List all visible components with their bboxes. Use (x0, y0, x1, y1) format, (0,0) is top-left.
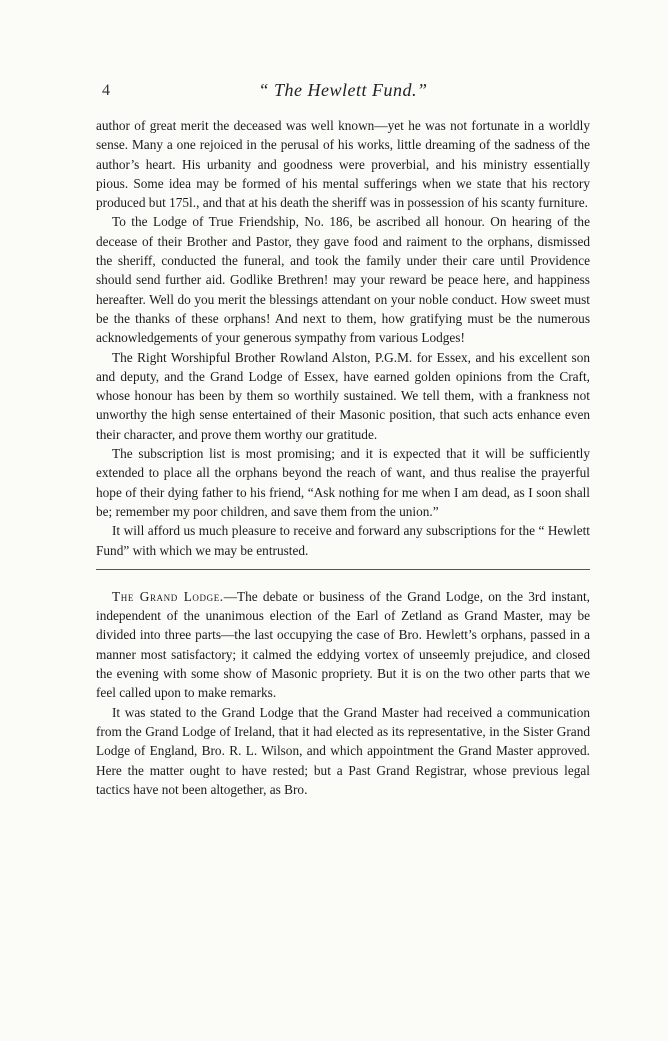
section-divider (96, 569, 590, 570)
article-paragraph: To the Lodge of True Friendship, No. 186, be ascribed all honour. On hearing of the decease of their Brother and Pastor, they gave food and raiment to the orphans, dismissed the sheriff, conducted the funeral, and took the family under their care until Providence should send further aid. Godlike Brethren! may your reward be peace here, and happiness hereafter. Well do you merit the blessings attendant on your noble conduct. How sweet must be the thanks of these orphans! And next to them, how gratifying must be the numerous acknowledgements of your generous sympathy from various Lodges! (96, 214, 590, 346)
page-number: 4 (102, 82, 110, 99)
article-paragraph: It will afford us much pleasure to receive and forward any subscriptions for the “ Hewlett Fund” with which we may be entrusted. (96, 523, 590, 558)
article-paragraph: The Right Worshipful Brother Rowland Alston, P.G.M. for Essex, and his excellent son and deputy, and the Grand Lodge of Essex, have earned golden opinions from the Craft, whose honour has been by them so worthily sustained. We tell them, with a frankness not unworthy the high sense entertained of their Masonic position, that such acts enhance even their character, and prove them worthy our gratitude. (96, 349, 590, 442)
page-body (96, 116, 590, 799)
section-paragraph (96, 587, 590, 703)
section-text: —The debate or business of the Grand Lodge, on the 3rd instant, independent of the unanimous election of the Earl of Zetland as Grand Master, may be divided into three parts—the last occupying the case of Bro. Hewlett’s orphans, passed in a manner most satisfactory; it calmed the eddying vortex of unseemly prejudice, and closed the evening with some show of Masonic propriety. But it is on the two other parts that we feel called upon to make remarks. (96, 588, 590, 701)
running-title: “ The Hewlett Fund.” (258, 80, 428, 100)
page-header (96, 80, 590, 108)
article-paragraph: author of great merit the deceased was well known—yet he was not fortunate in a worldly sense. Many a one rejoiced in the perusal of his works, little dreaming of the sadness of the author’s heart. His urbanity and goodness were proverbial, and his ministry essentially pious. Some idea may be formed of his mental sufferings when we state that his rectory produced but 175l., and that at his death the sheriff was in possession of his scanty furniture. (96, 118, 590, 211)
section-heading: The Grand Lodge. (112, 588, 224, 604)
section-paragraph: It was stated to the Grand Lodge that the Grand Master had received a communication from the Grand Lodge of Ireland, that it had elected as its representative, in the Sister Grand Lodge of England, Bro. R. L. Wilson, and which appointment the Grand Master approved. Here the matter ought to have rested; but a Past Grand Registrar, whose previous legal tactics have not been altogether, as Bro. (96, 704, 590, 797)
article-paragraph: The subscription list is most promising; and it is expected that it will be sufficiently extended to place all the orphans beyond the reach of want, and thus realise the prayerful hope of their dying father to his friend, “Ask nothing for me when I am dead, as I soon shall be; remember my poor children, and save them from the union.” (96, 446, 590, 519)
